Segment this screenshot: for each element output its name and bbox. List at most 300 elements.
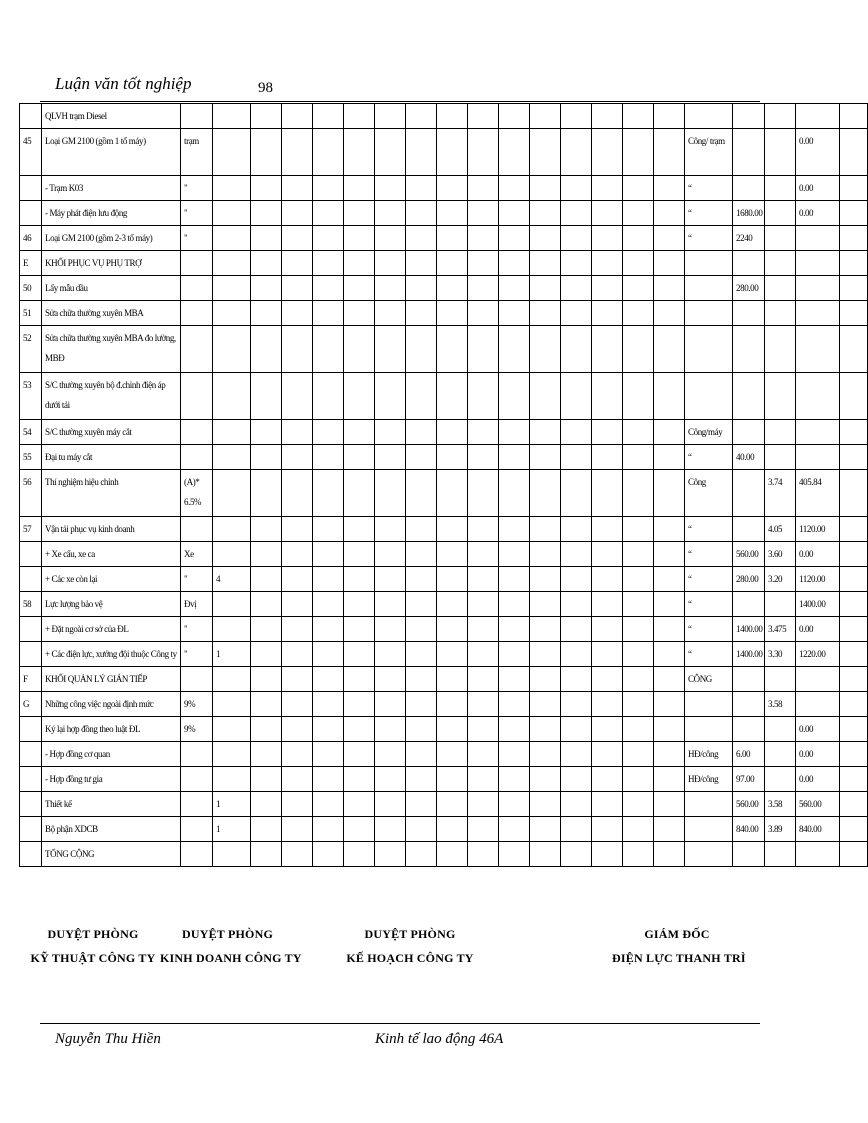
table-cell — [437, 517, 468, 542]
table-cell — [592, 129, 623, 176]
table-cell — [623, 201, 654, 226]
table-cell — [344, 201, 375, 226]
table-cell — [375, 617, 406, 642]
table-row — [20, 567, 868, 592]
table-cell — [282, 201, 313, 226]
table-cell — [313, 517, 344, 542]
table-cell — [468, 201, 499, 226]
table-cell — [313, 301, 344, 326]
table-cell — [406, 129, 437, 176]
table-row — [20, 226, 868, 251]
table-cell — [685, 104, 733, 129]
table-cell — [251, 104, 282, 129]
table-cell — [375, 104, 406, 129]
table-cell — [561, 642, 592, 667]
table-cell — [282, 542, 313, 567]
table-cell: Công/máy — [685, 420, 733, 445]
table-cell — [406, 767, 437, 792]
table-cell — [282, 104, 313, 129]
table-cell — [733, 176, 765, 201]
table-cell — [468, 667, 499, 692]
table-cell: 2240 — [733, 226, 765, 251]
table-cell — [406, 842, 437, 867]
row-code-cell: 58 — [20, 592, 42, 617]
table-row — [20, 667, 868, 692]
table-cell — [468, 445, 499, 470]
table-cell — [437, 470, 468, 517]
table-cell — [685, 842, 733, 867]
table-cell — [499, 301, 530, 326]
signature-department: ĐIỆN LỰC THANH TRÌ — [612, 951, 746, 965]
header-divider — [40, 101, 760, 102]
table-cell — [796, 373, 840, 420]
table-cell — [530, 517, 561, 542]
table-cell — [344, 373, 375, 420]
item-name-cell: Vận tải phục vụ kinh doanh — [42, 517, 181, 542]
item-name-cell: Loại GM 2100 (gồm 2-3 tổ máy) — [42, 226, 181, 251]
table-cell — [840, 301, 868, 326]
table-cell — [406, 445, 437, 470]
table-cell: 0.00 — [796, 617, 840, 642]
table-cell — [592, 817, 623, 842]
table-cell — [561, 251, 592, 276]
table-cell — [181, 251, 213, 276]
table-cell — [437, 742, 468, 767]
table-cell — [623, 445, 654, 470]
table-cell — [561, 276, 592, 301]
table-cell — [344, 326, 375, 373]
table-cell — [654, 742, 685, 767]
table-cell — [765, 373, 796, 420]
table-cell — [765, 201, 796, 226]
table-cell: 3.30 — [765, 642, 796, 667]
item-name-cell: Những công việc ngoài định mức — [42, 692, 181, 717]
table-cell — [375, 251, 406, 276]
table-cell — [765, 276, 796, 301]
table-cell: " — [181, 226, 213, 251]
table-cell — [468, 767, 499, 792]
table-cell — [561, 326, 592, 373]
table-cell — [592, 767, 623, 792]
row-code-cell: 52 — [20, 326, 42, 373]
table-cell — [313, 104, 344, 129]
table-cell — [561, 692, 592, 717]
signature-department: KINH DOANH CÔNG TY — [160, 951, 302, 965]
table-cell — [592, 842, 623, 867]
table-cell — [765, 742, 796, 767]
table-cell — [796, 276, 840, 301]
table-cell — [592, 276, 623, 301]
table-cell — [406, 226, 437, 251]
row-code-cell: G — [20, 692, 42, 717]
table-cell — [765, 445, 796, 470]
table-cell — [251, 717, 282, 742]
table-cell: " — [181, 176, 213, 201]
table-row — [20, 767, 868, 792]
table-cell — [530, 226, 561, 251]
table-cell — [561, 792, 592, 817]
table-cell — [654, 517, 685, 542]
table-cell — [344, 767, 375, 792]
table-cell — [623, 129, 654, 176]
table-cell — [654, 817, 685, 842]
table-cell — [592, 373, 623, 420]
table-cell — [530, 104, 561, 129]
table-cell — [840, 445, 868, 470]
table-cell — [530, 767, 561, 792]
table-cell — [313, 792, 344, 817]
table-cell — [623, 642, 654, 667]
table-cell: Đvị — [181, 592, 213, 617]
table-cell — [313, 470, 344, 517]
table-cell — [437, 667, 468, 692]
table-cell — [623, 542, 654, 567]
table-cell — [181, 373, 213, 420]
table-cell: HĐ/công — [685, 767, 733, 792]
table-cell — [437, 642, 468, 667]
table-cell — [654, 767, 685, 792]
table-cell: 405.84 — [796, 470, 840, 517]
table-cell — [437, 767, 468, 792]
row-code-cell: F — [20, 667, 42, 692]
table-cell — [375, 420, 406, 445]
table-cell — [344, 842, 375, 867]
table-cell — [213, 517, 251, 542]
row-code-cell: 53 — [20, 373, 42, 420]
table-cell — [375, 842, 406, 867]
table-cell: 3.58 — [765, 792, 796, 817]
row-code-cell — [20, 767, 42, 792]
table-cell: 3.74 — [765, 470, 796, 517]
table-cell — [654, 542, 685, 567]
table-cell — [623, 226, 654, 251]
table-row — [20, 817, 868, 842]
table-cell — [251, 176, 282, 201]
row-code-cell — [20, 642, 42, 667]
row-code-cell: 50 — [20, 276, 42, 301]
table-cell — [437, 592, 468, 617]
item-name-cell: Bộ phận XDCB — [42, 817, 181, 842]
table-cell — [251, 617, 282, 642]
table-cell — [499, 201, 530, 226]
table-cell — [406, 420, 437, 445]
table-cell — [251, 201, 282, 226]
table-cell: 1 — [213, 642, 251, 667]
table-cell — [251, 592, 282, 617]
table-cell — [499, 642, 530, 667]
table-cell — [406, 592, 437, 617]
table-cell — [282, 373, 313, 420]
signature-department: KẾ HOẠCH CÔNG TY — [346, 951, 474, 965]
table-cell: Công/ trạm — [685, 129, 733, 176]
table-cell — [685, 276, 733, 301]
table-cell — [213, 226, 251, 251]
table-cell — [654, 642, 685, 667]
table-cell — [344, 792, 375, 817]
table-cell — [282, 517, 313, 542]
table-row — [20, 692, 868, 717]
table-cell — [282, 470, 313, 517]
table-cell — [437, 326, 468, 373]
table-cell — [499, 742, 530, 767]
table-cell — [213, 326, 251, 373]
table-cell — [213, 667, 251, 692]
table-cell — [530, 301, 561, 326]
table-cell — [406, 176, 437, 201]
table-cell — [468, 842, 499, 867]
table-cell — [213, 104, 251, 129]
table-cell — [406, 567, 437, 592]
table-cell: 3.58 — [765, 692, 796, 717]
table-cell — [685, 251, 733, 276]
table-cell — [499, 567, 530, 592]
table-cell — [468, 592, 499, 617]
table-row — [20, 301, 868, 326]
table-cell — [499, 445, 530, 470]
table-cell — [181, 792, 213, 817]
table-cell — [530, 792, 561, 817]
table-cell — [530, 176, 561, 201]
table-cell — [406, 276, 437, 301]
table-cell — [251, 373, 282, 420]
table-cell — [623, 470, 654, 517]
table-row — [20, 420, 868, 445]
table-cell: 40.00 — [733, 445, 765, 470]
table-cell — [654, 792, 685, 817]
table-cell — [733, 104, 765, 129]
table-cell — [623, 692, 654, 717]
table-cell — [561, 420, 592, 445]
table-cell — [282, 817, 313, 842]
table-cell — [654, 617, 685, 642]
table-cell — [499, 470, 530, 517]
table-cell — [530, 617, 561, 642]
table-cell — [282, 226, 313, 251]
table-cell — [499, 792, 530, 817]
table-cell: 1400.00 — [733, 642, 765, 667]
footer-divider — [40, 1023, 760, 1024]
table-cell — [840, 692, 868, 717]
table-cell — [313, 817, 344, 842]
table-cell — [468, 792, 499, 817]
table-cell — [530, 276, 561, 301]
table-cell — [313, 176, 344, 201]
table-cell — [561, 767, 592, 792]
table-cell — [437, 276, 468, 301]
row-code-cell: 56 — [20, 470, 42, 517]
signature-block-planning — [345, 922, 475, 970]
table-cell — [765, 667, 796, 692]
table-cell: 0.00 — [796, 742, 840, 767]
table-cell — [623, 667, 654, 692]
table-cell — [251, 642, 282, 667]
signature-block-technical — [28, 922, 158, 970]
table-cell: " — [181, 617, 213, 642]
table-cell — [251, 251, 282, 276]
table-cell — [592, 692, 623, 717]
table-cell — [796, 104, 840, 129]
table-cell — [181, 301, 213, 326]
table-cell — [530, 420, 561, 445]
table-cell — [213, 592, 251, 617]
table-cell — [213, 542, 251, 567]
table-cell: 9% — [181, 717, 213, 742]
table-cell — [251, 470, 282, 517]
table-cell — [499, 817, 530, 842]
table-cell: “ — [685, 642, 733, 667]
footer-author: Nguyễn Thu Hiền — [55, 1031, 161, 1047]
table-cell — [213, 373, 251, 420]
table-cell — [765, 842, 796, 867]
table-cell — [623, 617, 654, 642]
table-cell: 3.60 — [765, 542, 796, 567]
table-cell — [592, 592, 623, 617]
table-cell — [592, 642, 623, 667]
table-cell — [406, 517, 437, 542]
table-cell — [375, 373, 406, 420]
table-cell — [344, 251, 375, 276]
table-cell — [251, 129, 282, 176]
table-cell — [251, 276, 282, 301]
table-cell — [592, 176, 623, 201]
table-cell — [840, 767, 868, 792]
table-cell — [623, 842, 654, 867]
table-cell — [840, 717, 868, 742]
table-cell — [344, 129, 375, 176]
table-cell — [213, 201, 251, 226]
item-name-cell: KHỐI PHỤC VỤ PHỤ TRỢ — [42, 251, 181, 276]
table-cell — [313, 445, 344, 470]
table-cell — [592, 567, 623, 592]
table-cell — [282, 445, 313, 470]
table-cell — [765, 251, 796, 276]
table-cell — [181, 420, 213, 445]
table-cell — [561, 742, 592, 767]
table-cell — [592, 667, 623, 692]
table-cell — [592, 517, 623, 542]
table-cell — [654, 129, 685, 176]
table-cell — [840, 326, 868, 373]
table-cell — [654, 276, 685, 301]
table-cell — [213, 470, 251, 517]
table-cell — [733, 326, 765, 373]
table-cell — [313, 326, 344, 373]
table-cell — [499, 104, 530, 129]
table-cell — [561, 592, 592, 617]
table-cell — [437, 717, 468, 742]
table-cell — [530, 251, 561, 276]
table-cell — [654, 470, 685, 517]
table-cell — [840, 226, 868, 251]
table-cell — [375, 445, 406, 470]
item-name-cell: Lực lượng bảo vệ — [42, 592, 181, 617]
signature-title: DUYỆT PHÒNG — [364, 927, 456, 941]
table-cell — [654, 201, 685, 226]
table-cell — [561, 517, 592, 542]
table-cell — [623, 104, 654, 129]
table-cell: 3.475 — [765, 617, 796, 642]
table-cell: 1400.00 — [796, 592, 840, 617]
table-cell — [796, 842, 840, 867]
table-cell: 560.00 — [796, 792, 840, 817]
table-cell — [344, 301, 375, 326]
table-cell — [499, 542, 530, 567]
table-cell — [530, 373, 561, 420]
table-cell: 280.00 — [733, 276, 765, 301]
table-cell: 3.89 — [765, 817, 796, 842]
row-code-cell — [20, 817, 42, 842]
table-cell — [654, 373, 685, 420]
table-cell — [344, 104, 375, 129]
table-cell — [654, 104, 685, 129]
table-cell — [282, 251, 313, 276]
table-row — [20, 326, 868, 373]
table-cell — [733, 301, 765, 326]
table-cell — [530, 692, 561, 717]
signature-title: DUYỆT PHÒNG — [47, 927, 139, 941]
item-name-cell: Ký lại hợp đồng theo luật ĐL — [42, 717, 181, 742]
table-cell — [375, 226, 406, 251]
table-cell: “ — [685, 445, 733, 470]
table-cell: 97.00 — [733, 767, 765, 792]
table-cell — [685, 817, 733, 842]
table-row — [20, 129, 868, 176]
table-cell — [181, 326, 213, 373]
table-cell — [654, 420, 685, 445]
table-cell — [437, 420, 468, 445]
table-cell — [213, 692, 251, 717]
table-cell — [530, 567, 561, 592]
table-cell — [313, 129, 344, 176]
table-cell — [499, 617, 530, 642]
table-cell — [251, 817, 282, 842]
table-cell — [282, 717, 313, 742]
table-cell — [685, 792, 733, 817]
table-cell: 6.00 — [733, 742, 765, 767]
table-cell — [375, 567, 406, 592]
table-cell — [530, 470, 561, 517]
table-cell — [181, 817, 213, 842]
table-cell: “ — [685, 176, 733, 201]
table-cell — [181, 517, 213, 542]
table-cell — [282, 642, 313, 667]
table-cell — [468, 373, 499, 420]
table-cell — [499, 692, 530, 717]
row-code-cell: E — [20, 251, 42, 276]
table-cell — [530, 742, 561, 767]
row-code-cell — [20, 567, 42, 592]
table-cell: 0.00 — [796, 201, 840, 226]
signature-department: KỸ THUẬT CÔNG TY — [30, 951, 156, 965]
item-name-cell: QLVH trạm Diesel — [42, 104, 181, 129]
table-cell — [840, 742, 868, 767]
table-cell — [313, 373, 344, 420]
row-code-cell — [20, 542, 42, 567]
table-cell — [592, 742, 623, 767]
table-cell — [840, 104, 868, 129]
table-cell — [313, 742, 344, 767]
table-cell — [733, 517, 765, 542]
table-cell — [344, 517, 375, 542]
table-cell — [406, 667, 437, 692]
table-cell — [530, 445, 561, 470]
table-cell — [375, 742, 406, 767]
table-cell — [406, 642, 437, 667]
table-cell — [375, 301, 406, 326]
table-cell — [592, 201, 623, 226]
table-cell — [530, 129, 561, 176]
table-cell — [375, 326, 406, 373]
